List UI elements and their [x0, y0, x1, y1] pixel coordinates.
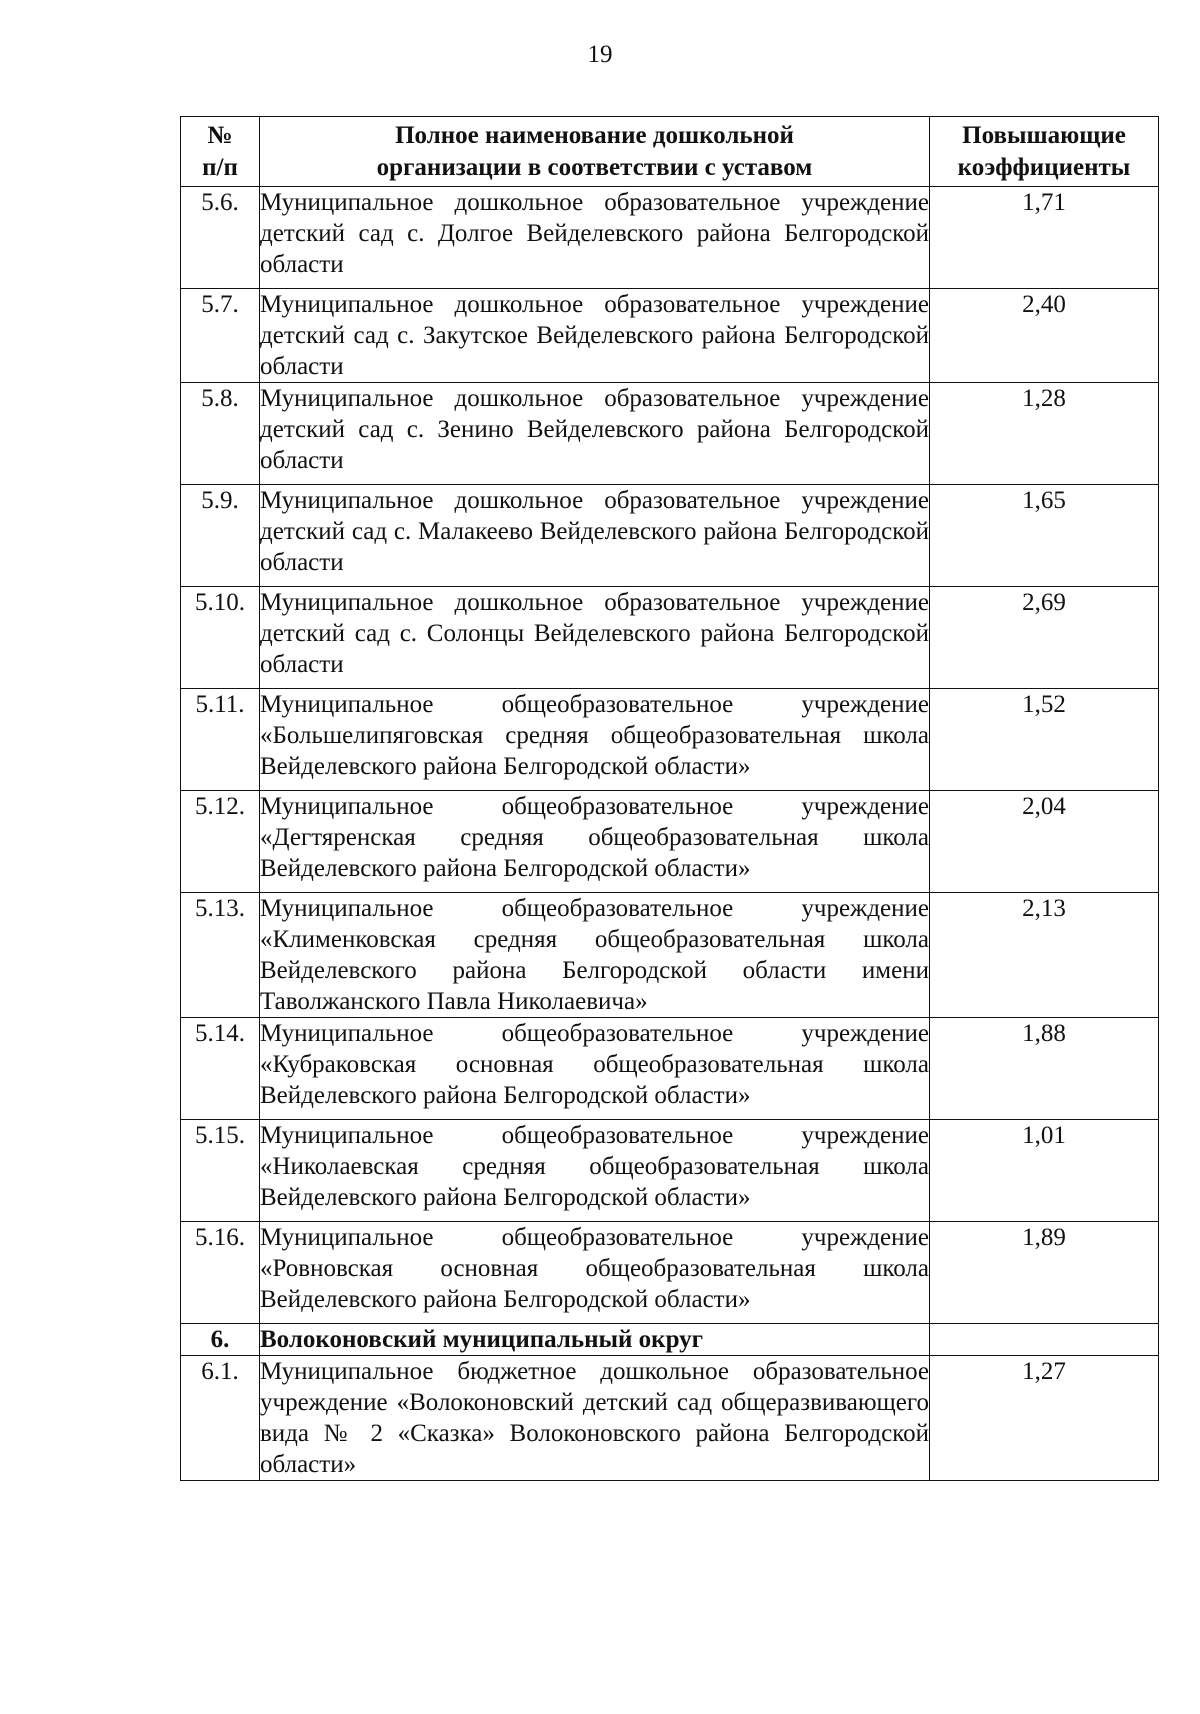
row-number: 6.1.: [181, 1356, 260, 1481]
row-organization-name: Муниципальное общеобразовательное учреждение «Николаевская средняя общеобразовательная школа Вейделевского района Белгородской области»: [260, 1120, 930, 1222]
row-number: 5.14.: [181, 1018, 260, 1120]
row-number: 5.9.: [181, 485, 260, 587]
row-organization-name: Муниципальное дошкольное образовательное учреждение детский сад с. Солонцы Вейделевского района Белгородской области: [260, 587, 930, 689]
row-coefficient: 1,88: [930, 1018, 1159, 1120]
table-row: [181, 791, 1159, 893]
table-row: [181, 383, 1159, 485]
table-header-row: [181, 117, 1159, 187]
table-row: [181, 1018, 1159, 1120]
row-organization-name: Муниципальное общеобразовательное учреждение «Дегтяренская средняя общеобразовательная школа Вейделевского района Белгородской области»: [260, 791, 930, 893]
row-organization-name: Муниципальное общеобразовательное учреждение «Большелипяговская средняя общеобразовательная школа Вейделевского района Белгородской области»: [260, 689, 930, 791]
row-coefficient: 2,40: [930, 289, 1159, 383]
table-row: [181, 893, 1159, 1018]
header-number-line1: №: [207, 122, 233, 149]
table-section-row: [181, 1324, 1159, 1356]
row-number: 5.6.: [181, 187, 260, 289]
header-coefficient: [930, 117, 1159, 187]
header-name: [260, 117, 930, 187]
row-coefficient: 1,27: [930, 1356, 1159, 1481]
row-number: 5.7.: [181, 289, 260, 383]
row-organization-name: Муниципальное бюджетное дошкольное образовательное учреждение «Волоконовский детский сад общеразвивающего вида № 2 «Сказка» Волоконовского района Белгородской области»: [260, 1356, 930, 1481]
row-organization-name: Муниципальное общеобразовательное учреждение «Кубраковская основная общеобразовательная школа Вейделевского района Белгородской области»: [260, 1018, 930, 1120]
row-coefficient: 1,52: [930, 689, 1159, 791]
row-number: 5.10.: [181, 587, 260, 689]
table-row: [181, 1356, 1159, 1481]
row-organization-name: Муниципальное общеобразовательное учреждение «Ровновская основная общеобразовательная школа Вейделевского района Белгородской области»: [260, 1222, 930, 1324]
row-organization-name: Муниципальное дошкольное образовательное учреждение детский сад с. Закутское Вейделевского района Белгородской области: [260, 289, 930, 383]
table-row: [181, 187, 1159, 289]
table-row: [181, 485, 1159, 587]
table-row: [181, 289, 1159, 383]
table-row: [181, 689, 1159, 791]
row-number: 5.11.: [181, 689, 260, 791]
table-row: [181, 1222, 1159, 1324]
row-organization-name: Муниципальное дошкольное образовательное учреждение детский сад с. Долгое Вейделевского района Белгородской области: [260, 187, 930, 289]
header-coefficient-line1: Повышающие: [962, 122, 1126, 149]
table-row: [181, 1120, 1159, 1222]
coefficients-table: [180, 116, 1159, 1481]
row-number: 5.13.: [181, 893, 260, 1018]
header-name-line2: организации в соответствии с уставом: [376, 154, 813, 181]
row-coefficient: 1,89: [930, 1222, 1159, 1324]
row-coefficient: 2,04: [930, 791, 1159, 893]
row-coefficient: 1,65: [930, 485, 1159, 587]
row-number: 5.15.: [181, 1120, 260, 1222]
row-coefficient: 2,13: [930, 893, 1159, 1018]
row-organization-name: Муниципальное дошкольное образовательное учреждение детский сад с. Зенино Вейделевского района Белгородской области: [260, 383, 930, 485]
page-number: 19: [587, 41, 613, 68]
table-row: [181, 587, 1159, 689]
row-coefficient: 2,69: [930, 587, 1159, 689]
row-coefficient: 1,01: [930, 1120, 1159, 1222]
row-number: 5.8.: [181, 383, 260, 485]
row-organization-name: Муниципальное общеобразовательное учреждение «Клименковская средняя общеобразовательная школа Вейделевского района Белгородской области имени Таволжанского Павла Николаевича»: [260, 893, 930, 1018]
section-coefficient: [930, 1324, 1159, 1356]
header-number-line2: п/п: [202, 154, 238, 181]
row-number: 5.16.: [181, 1222, 260, 1324]
header-name-line1: Полное наименование дошкольной: [395, 122, 794, 149]
section-title: Волоконовский муниципальный округ: [260, 1324, 930, 1356]
header-number: [181, 117, 260, 187]
row-organization-name: Муниципальное дошкольное образовательное учреждение детский сад с. Малакеево Вейделевского района Белгородской области: [260, 485, 930, 587]
header-coefficient-line2: коэффициенты: [957, 154, 1131, 181]
row-coefficient: 1,28: [930, 383, 1159, 485]
section-number: 6.: [181, 1324, 260, 1356]
row-coefficient: 1,71: [930, 187, 1159, 289]
row-number: 5.12.: [181, 791, 260, 893]
